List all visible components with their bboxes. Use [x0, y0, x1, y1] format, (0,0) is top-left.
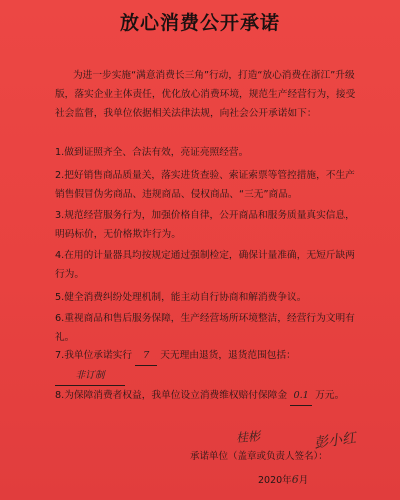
item8-suffix: 万元。 [315, 390, 345, 401]
date-year: 2020年 [258, 475, 292, 486]
page-title: 放心消费公开承诺 [119, 12, 280, 34]
commitment-item-2: 2.把好销售商品质量关，落实进货查验、索证索票等管控措施，不生产销售假冒伪劣商品、违规商品、侵权商品、“三无”商品。 [55, 170, 355, 200]
commitment-item-8 [55, 386, 361, 406]
handwritten-signature-1: 桂彬 [235, 429, 261, 445]
commitment-item-3: 3.规范经营服务行为，加强价格自律，公开商品和服务质量真实信息，明码标价，无价格欺诈行为。 [55, 210, 355, 240]
commitment-item-1: 1.做到证照齐全、合法有效，亮证亮照经营。 [55, 147, 249, 158]
commitment-item-6: 6.重视商品和售后服务保障，生产经营场所环境整洁，经营行为文明有礼。 [55, 313, 355, 343]
item7-prefix: 7.我单位承诺实行 [55, 350, 133, 361]
date-month-handwritten: 6 [291, 473, 299, 486]
signing-unit-label: 承诺单位（盖章或负责人签名）： [190, 451, 328, 462]
commitment-item-5: 5.健全消费纠纷处理机制，能主动自行协商和解消费争议。 [55, 292, 307, 303]
item7-mid: 天无理由退货，退货范围包括： [160, 350, 296, 361]
item8-prefix: 8.为保障消费者权益，我单位设立消费维权赔付保障金 [55, 390, 288, 401]
intro-paragraph: 为进一步实施“满意消费长三角”行动，打造“放心消费在浙江”升级版，落实企业主体责任，优化放心消费环境，规范生产经营行为，接受社会监督，我单位依据相关法律法规，向社会公开承诺如下： [55, 70, 356, 119]
signing-date [258, 472, 308, 486]
date-month-suffix: 月 [298, 475, 309, 486]
commitment-item-7 [55, 346, 361, 386]
handwritten-signature-2: 彭小红 [313, 430, 358, 452]
commitment-item-4: 4.在用的计量器具均按规定通过强制检定，确保计量准确，无短斤缺两行为。 [55, 250, 355, 280]
item8-amount-handwritten: 0.1 [290, 386, 312, 406]
item7-scope-handwritten: 非订制 [55, 366, 125, 386]
item7-days-handwritten: 7 [135, 346, 157, 366]
